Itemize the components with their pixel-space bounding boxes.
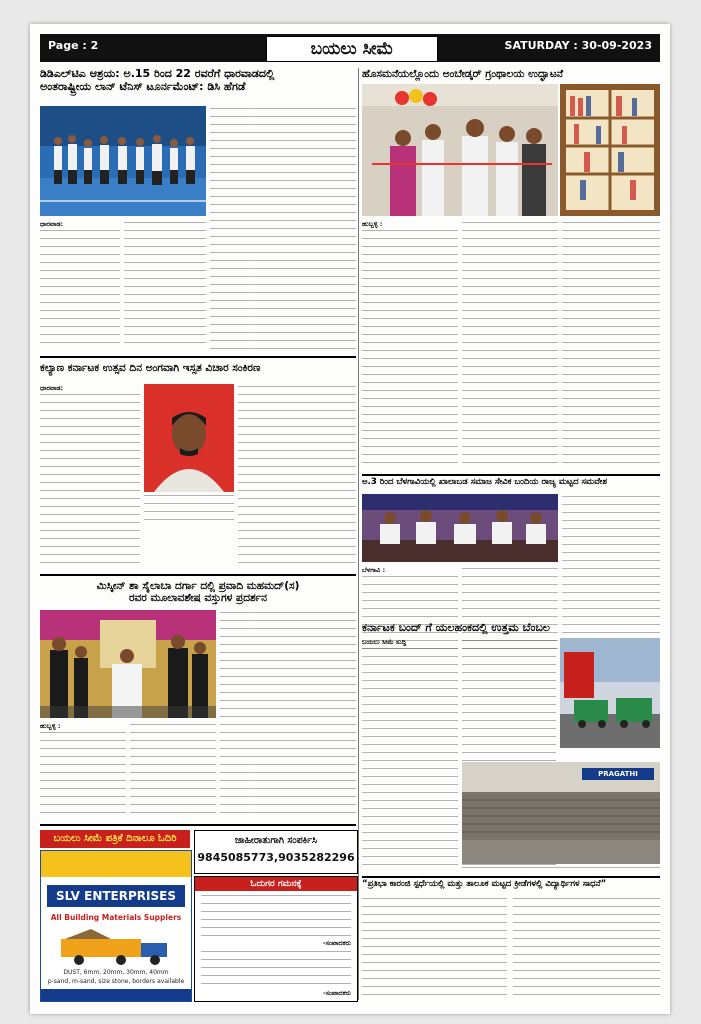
sports-text-column-2	[513, 898, 660, 1000]
notice-sign-1: -ಸಂಪಾದಕರು	[322, 939, 351, 947]
speaker-portrait-image	[144, 384, 234, 492]
press-conference-image	[362, 494, 558, 562]
tennis-headline	[40, 68, 356, 93]
boxing-text-column-3	[562, 496, 660, 650]
library-body-3	[562, 220, 660, 470]
notice-title: ಓದುಗರ ಗಮನಕ್ಕೆ	[195, 877, 357, 891]
caption-lines	[144, 495, 234, 521]
exhibition-headline-line-2: ರವರ ಮೂಲಾವಶೇಷ ವಸ್ತುಗಳ ಪ್ರದರ್ಶನ	[128, 592, 268, 605]
exhibition-text-column-1b	[130, 724, 216, 818]
exhibition-text-column-2	[220, 612, 356, 820]
shop-signboard: PRAGATHI	[582, 768, 654, 780]
classified-ad	[194, 830, 358, 874]
slv-footer-strip	[41, 989, 191, 1001]
slv-tagline: All Building Materials Supplers	[50, 913, 182, 922]
tennis-text-column	[210, 108, 356, 286]
column-divider	[358, 68, 359, 1000]
kalyana-dateline: ಧಾರವಾಡ:	[40, 384, 64, 392]
exhibition-body-right	[220, 610, 356, 820]
caption-lines	[462, 867, 660, 875]
reader-notice	[194, 876, 358, 1002]
tennis-photo	[40, 106, 206, 216]
divider	[40, 824, 356, 826]
slv-ad-header-strip	[41, 851, 191, 877]
kalyana-body-left	[40, 384, 140, 570]
bandh-photo-caption	[462, 866, 660, 876]
exhibition-headline-line-1: ಮಿಸ್ಕೀನ್ ಶಾ ಸೈಲಾಬಾ ದರ್ಗಾ ದಲ್ಲಿ ಪ್ರವಾದಿ ಮಹಮದ್(ಸ)	[96, 580, 300, 592]
tennis-text-column-3	[210, 292, 356, 356]
boxing-body-right	[562, 494, 660, 650]
divider	[40, 574, 356, 576]
kalyana-text-column-1	[40, 394, 140, 570]
tennis-body-right	[210, 106, 356, 286]
masthead	[40, 34, 660, 62]
slv-company-name: SLV ENTERPRISES	[47, 885, 185, 907]
subscription-banner: ಬಯಲು ಸೀಮೆ ಪತ್ರಿಕೆ ದಿನಾಲೂ ಓದಿರಿ	[40, 830, 190, 848]
boxing-dateline: ಬೆಳಗಾವಿ :	[362, 566, 386, 574]
tennis-dateline: ಧಾರವಾಡ:	[40, 220, 64, 228]
construction-truck-icon	[51, 927, 181, 967]
library-text-column-2	[462, 222, 558, 470]
exhibition-headline	[40, 580, 356, 604]
classified-phones: 9845085773,9035282296	[197, 851, 355, 864]
kalyana-photo-caption	[144, 494, 234, 522]
bus-stand-image	[560, 638, 660, 748]
library-text-column-1	[362, 230, 458, 470]
newspaper-page	[30, 24, 670, 1014]
bandh-body-1	[362, 638, 458, 872]
slv-products-2: p-sand, m-sand, size stone, borders available	[47, 978, 185, 985]
library-body-1	[362, 220, 458, 470]
tennis-text-column-1	[40, 230, 120, 350]
library-text-column-3	[562, 222, 660, 470]
library-inauguration-image	[362, 84, 558, 216]
sports-text-column-1	[362, 898, 507, 1000]
notice-text-1	[201, 895, 351, 939]
tennis-body-left	[40, 220, 120, 352]
tennis-body-mid	[124, 220, 206, 352]
bookshelf-photo	[560, 84, 660, 216]
notice-text-2	[201, 951, 351, 987]
kalyana-body-right	[238, 384, 356, 570]
exhibition-body-left	[40, 722, 216, 820]
sports-headline: “ಪ್ರತಿಭಾ ಕಾರಂಜಿ ಸ್ಪರ್ಧೆಯಲ್ಲಿ ಮತ್ತು ತಾಲೂಕ ಮಟ್ಟದ ಕ್ರೀಡೆಗಳಲ್ಲಿ ವಿದ್ಯಾರ್ಥಿಗಳ ಸಾಧನೆ”	[362, 879, 607, 889]
tennis-players-image	[40, 106, 206, 216]
bandh-photo-1	[560, 638, 660, 748]
divider	[362, 876, 660, 878]
library-photo	[362, 84, 558, 216]
bandh-photo-2	[462, 762, 660, 864]
dargah-exhibition-image	[40, 610, 216, 718]
boxing-photo	[362, 494, 558, 562]
sports-body-2	[513, 896, 660, 1000]
slv-products: DUST, 6mm, 20mm, 30mm, 40mm	[63, 969, 169, 976]
kalyana-headline: ಕಲ್ಯಾಣ ಕರ್ನಾಟಕ ಉತ್ಸವ ದಿನ ಅಂಗವಾಗಿ ಇಸ್ಸತ ವಿಚಾರ ಸಂಕಿರಣ	[40, 362, 261, 374]
sports-body-1	[362, 896, 507, 1000]
kalyana-portrait	[144, 384, 234, 492]
bandh-text-column-1	[362, 648, 458, 872]
notice-sign-2: -ಸಂಪಾದಕರು	[322, 989, 351, 997]
divider	[362, 474, 660, 476]
exhibition-text-column-1a	[40, 732, 126, 818]
tennis-headline-line-2: ಅಂತರಾಷ್ಟ್ರೀಯ ಲಾನ್ ಟೆನಿಸ್ ಟೂರ್ನಮೆಂಟ್: ಡಿಸಿ ಹೆಗಡೆ	[40, 79, 246, 93]
library-dateline: ಹುಬ್ಬಳ್ಳಿ :	[362, 220, 383, 228]
issue-date: SATURDAY : 30-09-2023	[504, 39, 652, 52]
divider	[40, 356, 356, 358]
bandh-headline: ಕರ್ನಾಟಕ ಬಂದ್ ಗೆ ಯಲಹಂಕದಲ್ಲಿ ಉತ್ತಮ ಬೆಂಬಲ	[362, 621, 550, 634]
tennis-headline-line-1: ಡಿಡಿಎಲ್‌ಟಿಎ ಆಶ್ರಯ: ಅ.15 ರಿಂದ 22 ರವರೆಗೆ ಧಾರವಾಡದಲ್ಲಿ	[40, 67, 275, 80]
classified-title: ಜಾಹೀರಾತುಗಾಗಿ ಸಂಪರ್ಕಿಸಿ	[234, 835, 318, 846]
bookshelf-image	[560, 84, 660, 216]
tennis-text-column-2	[124, 222, 206, 350]
library-headline: ಹೊಸಮನೆಯಲ್ಲೊಂದು ಅಂಬೇಡ್ಕರ್ ಗ್ರಂಥಾಲಯ ಉದ್ಘಾಟನೆ	[362, 68, 564, 80]
exhibition-dateline: ಹುಬ್ಬಳ್ಳಿ :	[40, 722, 61, 730]
slv-ad	[40, 850, 192, 1002]
exhibition-photo	[40, 610, 216, 718]
boxing-headline: ಅ.3 ರಿಂದ ಬೆಳಗಾವಿಯಲ್ಲಿ ಖಾಲಾಬಡ ಸಮಾಜ ಸೇವಿಕ ಬಂದಿಯ ರಾಜ್ಯ ಮಟ್ಟದ ಸಮವೇಶ	[362, 477, 608, 487]
page-number: Page : 2	[48, 39, 99, 52]
bandh-byline: ಬಯಲು ಸೀಮೆ ಸುದ್ದಿ	[362, 638, 407, 646]
tennis-body-lower	[210, 290, 356, 356]
kalyana-text-column-2	[238, 386, 356, 570]
newspaper-title: ಬಯಲು ಸೀಮೆ	[266, 36, 438, 62]
library-body-2	[462, 220, 558, 470]
